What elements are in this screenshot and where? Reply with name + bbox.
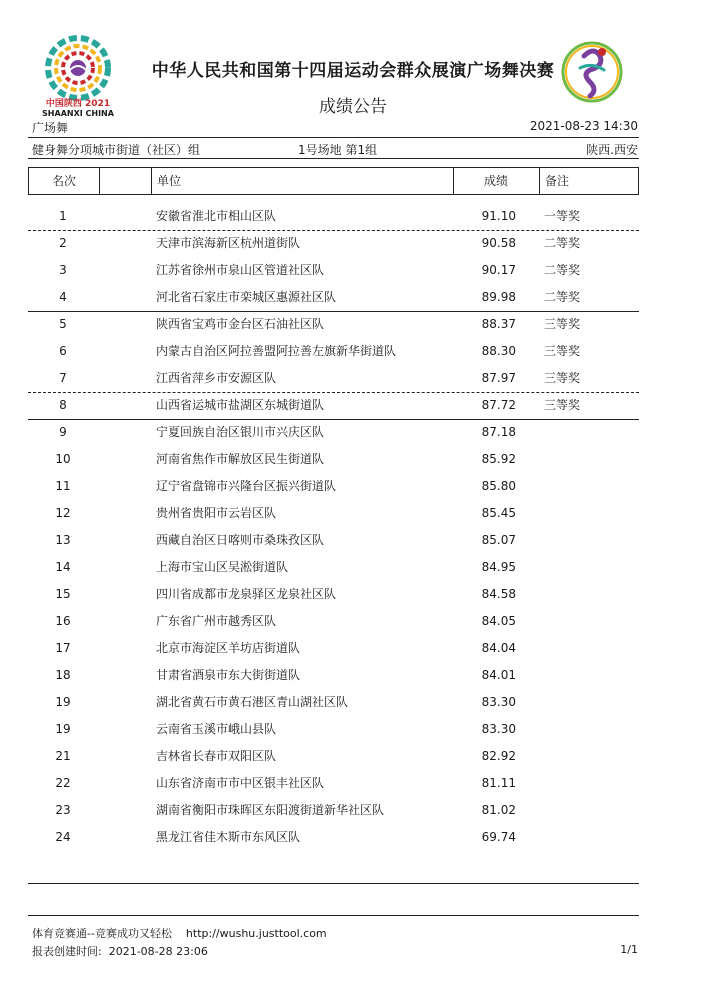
unit-cell: 山西省运城市盐湖区东城街道队	[156, 398, 325, 412]
rank-cell: 3	[59, 263, 67, 277]
unit-cell: 河北省石家庄市栾城区惠源社区队	[156, 290, 337, 304]
tier-divider	[28, 230, 639, 231]
score-cell: 87.18	[481, 425, 516, 439]
score-cell: 84.95	[481, 560, 516, 574]
unit-cell: 黑龙江省佳木斯市东风区队	[156, 830, 301, 844]
footer-page: 1/1	[620, 943, 638, 956]
venue-label: 1号场地 第1组	[298, 143, 378, 157]
rank-cell: 14	[55, 560, 71, 574]
header-unit: 单位	[157, 174, 182, 188]
rank-cell: 6	[59, 344, 67, 358]
score-cell: 85.45	[481, 506, 516, 520]
rank-cell: 1	[59, 209, 67, 223]
unit-cell: 上海市宝山区吴淞街道队	[156, 560, 289, 574]
table-header	[28, 167, 639, 195]
header-divider	[28, 137, 639, 138]
unit-cell: 江苏省徐州市泉山区管道社区队	[156, 263, 325, 277]
unit-cell: 天津市滨海新区杭州道街队	[156, 236, 301, 250]
score-cell: 84.05	[481, 614, 516, 628]
category-label: 广场舞	[32, 121, 69, 135]
tier-divider	[28, 392, 639, 393]
table-bottom-rule	[28, 883, 639, 884]
unit-cell: 吉林省长春市双阳区队	[156, 749, 277, 763]
table-row	[28, 230, 639, 257]
rank-cell: 11	[55, 479, 71, 493]
unit-cell: 河南省焦作市解放区民生街道队	[156, 452, 325, 466]
report-datetime: 2021-08-23 14:30	[529, 119, 638, 133]
table-row	[28, 608, 639, 635]
tier-divider	[28, 311, 639, 312]
rank-cell: 12	[55, 506, 71, 520]
score-cell: 89.98	[481, 290, 516, 304]
table-row	[28, 527, 639, 554]
rank-cell: 19	[55, 722, 71, 736]
score-cell: 82.92	[481, 749, 516, 763]
score-cell: 81.11	[481, 776, 516, 790]
table-row	[28, 662, 639, 689]
table-row	[28, 257, 639, 284]
note-cell: 二等奖	[544, 236, 581, 250]
rank-cell: 21	[55, 749, 71, 763]
unit-cell: 北京市海淀区羊坊店街道队	[156, 641, 301, 655]
note-cell: 三等奖	[544, 344, 581, 358]
rank-cell: 22	[55, 776, 71, 790]
column-separator	[99, 168, 100, 194]
unit-cell: 江西省萍乡市安源区队	[156, 371, 277, 385]
group-label: 健身舞分项城市街道（社区）组	[32, 143, 201, 157]
score-cell: 83.30	[481, 695, 516, 709]
note-cell: 三等奖	[544, 317, 581, 331]
header-note: 备注	[545, 174, 570, 188]
score-cell: 87.72	[481, 398, 516, 412]
header-score: 成绩	[484, 174, 509, 188]
logo-left-line2: SHAANXI CHINA	[42, 109, 114, 118]
rank-cell: 5	[59, 317, 67, 331]
column-separator	[453, 168, 454, 194]
unit-cell: 湖南省衡阳市珠晖区东阳渡街道新华社区队	[156, 803, 385, 817]
score-cell: 84.58	[481, 587, 516, 601]
footer-site: 体育竞赛通--竞赛成功又轻松 http://wushu.justtool.com	[32, 927, 327, 940]
score-cell: 90.58	[481, 236, 516, 250]
score-cell: 88.30	[481, 344, 516, 358]
score-cell: 85.07	[481, 533, 516, 547]
table-row	[28, 581, 639, 608]
table-row	[28, 716, 639, 743]
unit-cell: 四川省成都市龙泉驿区龙泉社区队	[156, 587, 337, 601]
rank-cell: 7	[59, 371, 67, 385]
score-cell: 83.30	[481, 722, 516, 736]
page-title: 中华人民共和国第十四届运动会群众展演广场舞决赛	[151, 61, 555, 81]
rank-cell: 17	[55, 641, 71, 655]
footer-rule	[28, 915, 639, 916]
table-row	[28, 824, 639, 851]
table-row	[28, 311, 639, 338]
score-cell: 91.10	[481, 209, 516, 223]
unit-cell: 西藏自治区日喀则市桑珠孜区队	[156, 533, 325, 547]
rank-cell: 24	[55, 830, 71, 844]
location-label: 陕西.西安	[586, 143, 638, 157]
unit-cell: 湖北省黄石市黄石港区青山湖社区队	[156, 695, 349, 709]
note-cell: 二等奖	[544, 290, 581, 304]
rank-cell: 8	[59, 398, 67, 412]
score-cell: 85.92	[481, 452, 516, 466]
page-subtitle: 成绩公告	[319, 97, 387, 117]
rank-cell: 2	[59, 236, 67, 250]
footer-created: 报表创建时间: 2021-08-28 23:06	[32, 945, 208, 958]
unit-cell: 陕西省宝鸡市金台区石油社区队	[156, 317, 325, 331]
table-row	[28, 743, 639, 770]
table-row	[28, 797, 639, 824]
rank-cell: 4	[59, 290, 67, 304]
note-cell: 二等奖	[544, 263, 581, 277]
column-separator	[151, 168, 152, 194]
rank-cell: 18	[55, 668, 71, 682]
note-cell: 三等奖	[544, 371, 581, 385]
unit-cell: 甘肃省酒泉市东大街街道队	[156, 668, 301, 682]
score-cell: 88.37	[481, 317, 516, 331]
rank-cell: 16	[55, 614, 71, 628]
tier-divider	[28, 419, 639, 420]
table-row	[28, 500, 639, 527]
unit-cell: 云南省玉溪市峨山县队	[156, 722, 277, 736]
note-cell: 三等奖	[544, 398, 581, 412]
rank-cell: 9	[59, 425, 67, 439]
table-row	[28, 635, 639, 662]
table-row	[28, 284, 639, 311]
score-cell: 87.97	[481, 371, 516, 385]
unit-cell: 贵州省贵阳市云岩区队	[156, 506, 277, 520]
table-row	[28, 392, 639, 419]
rank-cell: 13	[55, 533, 71, 547]
table-row	[28, 446, 639, 473]
table-row	[28, 554, 639, 581]
unit-cell: 安徽省淮北市相山区队	[156, 209, 277, 223]
unit-cell: 辽宁省盘锦市兴隆台区振兴街道队	[156, 479, 337, 493]
score-cell: 90.17	[481, 263, 516, 277]
unit-cell: 宁夏回族自治区银川市兴庆区队	[156, 425, 325, 439]
score-cell: 84.01	[481, 668, 516, 682]
table-row	[28, 365, 639, 392]
table-row	[28, 419, 639, 446]
score-cell: 69.74	[481, 830, 516, 844]
rank-cell: 19	[55, 695, 71, 709]
table-row	[28, 689, 639, 716]
rank-cell: 15	[55, 587, 71, 601]
score-cell: 84.04	[481, 641, 516, 655]
column-separator	[539, 168, 540, 194]
unit-cell: 山东省济南市市中区银丰社区队	[156, 776, 325, 790]
rank-cell: 10	[55, 452, 71, 466]
table-row	[28, 770, 639, 797]
table-row	[28, 338, 639, 365]
rank-cell: 23	[55, 803, 71, 817]
table-row	[28, 203, 639, 230]
header-rank: 名次	[51, 174, 76, 188]
note-cell: 一等奖	[544, 209, 581, 223]
unit-cell: 内蒙古自治区阿拉善盟阿拉善左旗新华街道队	[156, 344, 397, 358]
unit-cell: 广东省广州市越秀区队	[156, 614, 277, 628]
score-cell: 81.02	[481, 803, 516, 817]
group-divider	[28, 158, 639, 159]
table-row	[28, 473, 639, 500]
logo-left-line1: 中国陕西 2021	[45, 99, 111, 109]
score-cell: 85.80	[481, 479, 516, 493]
